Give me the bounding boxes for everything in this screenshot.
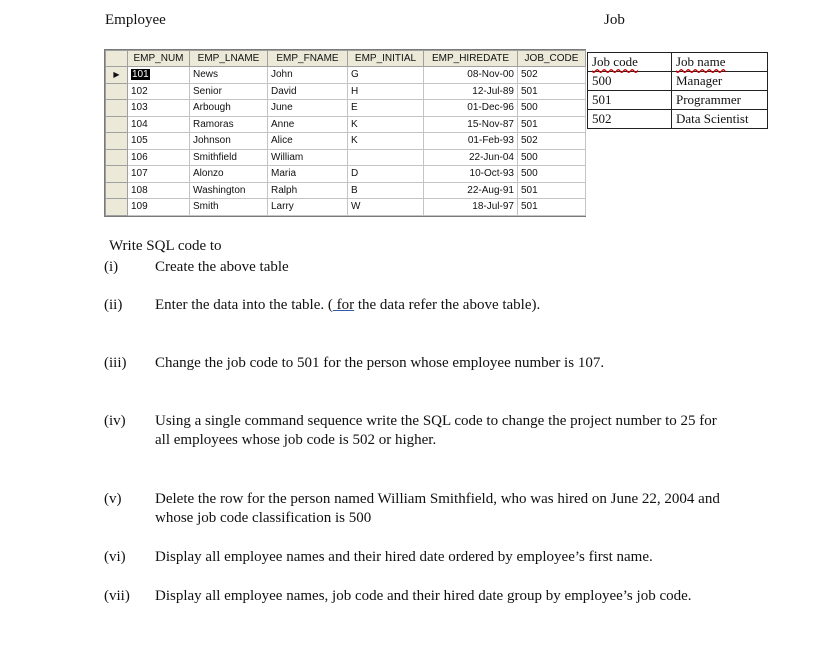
emp-fname-cell[interactable]: June <box>268 100 348 117</box>
emp-hiredate-cell[interactable]: 10-Oct-93 <box>424 166 518 183</box>
emp-initial-cell[interactable]: W <box>348 199 424 216</box>
record-selector[interactable] <box>106 100 128 117</box>
emp-initial-cell[interactable]: G <box>348 67 424 84</box>
column-header-emp-lname[interactable]: EMP_LNAME <box>190 51 268 67</box>
record-selector[interactable] <box>106 182 128 199</box>
question-number: (vi) <box>104 549 126 565</box>
table-row <box>106 149 586 166</box>
column-header-job-code[interactable]: JOB_CODE <box>518 51 586 67</box>
record-selector[interactable] <box>106 116 128 133</box>
question-text <box>155 296 735 315</box>
job-name-cell: Data Scientist <box>672 110 768 129</box>
table-row <box>106 116 586 133</box>
emp-lname-cell[interactable]: Arbough <box>190 100 268 117</box>
emp-initial-cell[interactable]: K <box>348 116 424 133</box>
job-code-cell[interactable]: 502 <box>518 133 586 150</box>
emp-hiredate-cell[interactable]: 01-Dec-96 <box>424 100 518 117</box>
job-name-cell: Programmer <box>672 91 768 110</box>
emp-initial-cell[interactable]: D <box>348 166 424 183</box>
question-text-part: Enter the data into the table. ( <box>155 297 333 313</box>
job-code-cell[interactable]: 501 <box>518 116 586 133</box>
active-cell-value: 101 <box>132 69 149 81</box>
emp-fname-cell[interactable]: William <box>268 149 348 166</box>
emp-hiredate-cell[interactable]: 01-Feb-93 <box>424 133 518 150</box>
question-text: Display all employee names, job code and their hired date group by employee’s job code. <box>155 588 692 604</box>
record-selector[interactable] <box>106 83 128 100</box>
emp-fname-cell[interactable]: John <box>268 67 348 84</box>
job-code-header: Job code <box>588 53 672 72</box>
emp-num-cell[interactable]: 109 <box>128 199 190 216</box>
job-code-cell[interactable]: 500 <box>518 100 586 117</box>
table-row <box>106 133 586 150</box>
job-name-header: Job name <box>672 53 768 72</box>
job-code-cell[interactable]: 501 <box>518 199 586 216</box>
employee-datasheet <box>104 49 586 217</box>
emp-num-cell[interactable]: 106 <box>128 149 190 166</box>
job-code-cell: 502 <box>588 110 672 129</box>
record-selector[interactable] <box>106 149 128 166</box>
table-row <box>588 91 768 110</box>
emp-fname-cell[interactable]: Anne <box>268 116 348 133</box>
question-number: (i) <box>104 259 119 275</box>
column-header-emp-fname[interactable]: EMP_FNAME <box>268 51 348 67</box>
emp-hiredate-cell[interactable]: 22-Jun-04 <box>424 149 518 166</box>
emp-num-cell[interactable]: 105 <box>128 133 190 150</box>
current-record-arrow-icon: ▶ <box>113 70 120 80</box>
table-row <box>106 166 586 183</box>
job-code-cell[interactable]: 500 <box>518 149 586 166</box>
question-text: Delete the row for the person named William Smithfield, who was hired on June 22, 2004 and whose job code classification is 500 <box>155 491 720 526</box>
emp-hiredate-cell[interactable]: 12-Jul-89 <box>424 83 518 100</box>
emp-lname-cell[interactable]: Smith <box>190 199 268 216</box>
emp-initial-cell[interactable]: E <box>348 100 424 117</box>
question-text: Using a single command sequence write the SQL code to change the project number to 25 for all employees whose job code is 502 or higher. <box>155 413 717 448</box>
underlined-word: for <box>332 297 355 313</box>
emp-hiredate-cell[interactable]: 22-Aug-91 <box>424 182 518 199</box>
column-header-emp-initial[interactable]: EMP_INITIAL <box>348 51 424 67</box>
emp-fname-cell[interactable]: Maria <box>268 166 348 183</box>
question-text-part: the data refer the above table). <box>354 297 541 313</box>
emp-lname-cell[interactable]: News <box>190 67 268 84</box>
job-code-cell[interactable]: 501 <box>518 83 586 100</box>
select-all-corner[interactable] <box>106 51 128 67</box>
question-number: (iii) <box>104 355 127 371</box>
question-text: Create the above table <box>155 259 289 275</box>
emp-initial-cell[interactable] <box>348 149 424 166</box>
emp-num-cell[interactable]: 103 <box>128 100 190 117</box>
emp-num-cell[interactable] <box>128 67 190 84</box>
column-header-emp-hiredate[interactable]: EMP_HIREDATE <box>424 51 518 67</box>
job-code-cell: 500 <box>588 72 672 91</box>
emp-hiredate-cell[interactable]: 18-Jul-97 <box>424 199 518 216</box>
job-name-cell: Manager <box>672 72 768 91</box>
emp-lname-cell[interactable]: Johnson <box>190 133 268 150</box>
emp-num-cell[interactable]: 107 <box>128 166 190 183</box>
table-row <box>106 199 586 216</box>
emp-num-cell[interactable]: 108 <box>128 182 190 199</box>
emp-fname-cell[interactable]: David <box>268 83 348 100</box>
emp-hiredate-cell[interactable]: 08-Nov-00 <box>424 67 518 84</box>
job-table-title: Job <box>604 12 625 28</box>
emp-initial-cell[interactable]: H <box>348 83 424 100</box>
job-table <box>587 52 768 129</box>
question-number: (v) <box>104 491 122 507</box>
job-header-row <box>588 53 768 72</box>
emp-fname-cell[interactable]: Larry <box>268 199 348 216</box>
emp-fname-cell[interactable]: Ralph <box>268 182 348 199</box>
question-text: Display all employee names and their hired date ordered by employee’s first name. <box>155 549 653 565</box>
employee-header-row <box>106 51 586 67</box>
emp-lname-cell[interactable]: Smithfield <box>190 149 268 166</box>
question-text: Change the job code to 501 for the person whose employee number is 107. <box>155 355 605 371</box>
emp-lname-cell[interactable]: Senior <box>190 83 268 100</box>
emp-num-cell[interactable]: 102 <box>128 83 190 100</box>
table-row <box>588 110 768 129</box>
emp-lname-cell[interactable]: Alonzo <box>190 166 268 183</box>
record-selector[interactable] <box>106 166 128 183</box>
emp-lname-cell[interactable]: Ramoras <box>190 116 268 133</box>
emp-hiredate-cell[interactable]: 15-Nov-87 <box>424 116 518 133</box>
emp-fname-cell[interactable]: Alice <box>268 133 348 150</box>
employee-table <box>105 50 586 216</box>
question-number: (ii) <box>104 297 123 313</box>
record-selector[interactable] <box>106 199 128 216</box>
job-code-cell[interactable]: 501 <box>518 182 586 199</box>
questions-intro: Write SQL code to <box>109 238 222 254</box>
table-row <box>106 83 586 100</box>
record-selector[interactable] <box>106 133 128 150</box>
job-code-cell: 501 <box>588 91 672 110</box>
employee-table-title: Employee <box>105 12 166 28</box>
emp-initial-cell[interactable]: B <box>348 182 424 199</box>
column-header-emp-num[interactable]: EMP_NUM <box>128 51 190 67</box>
table-row <box>106 182 586 199</box>
emp-num-cell[interactable]: 104 <box>128 116 190 133</box>
table-row <box>106 67 586 84</box>
table-row <box>106 100 586 117</box>
question-number: (vii) <box>104 588 130 604</box>
emp-lname-cell[interactable]: Washington <box>190 182 268 199</box>
job-code-cell[interactable]: 500 <box>518 166 586 183</box>
emp-initial-cell[interactable]: K <box>348 133 424 150</box>
question-number: (iv) <box>104 413 126 429</box>
job-code-cell[interactable]: 502 <box>518 67 586 84</box>
table-row <box>588 72 768 91</box>
record-selector[interactable] <box>106 67 128 84</box>
